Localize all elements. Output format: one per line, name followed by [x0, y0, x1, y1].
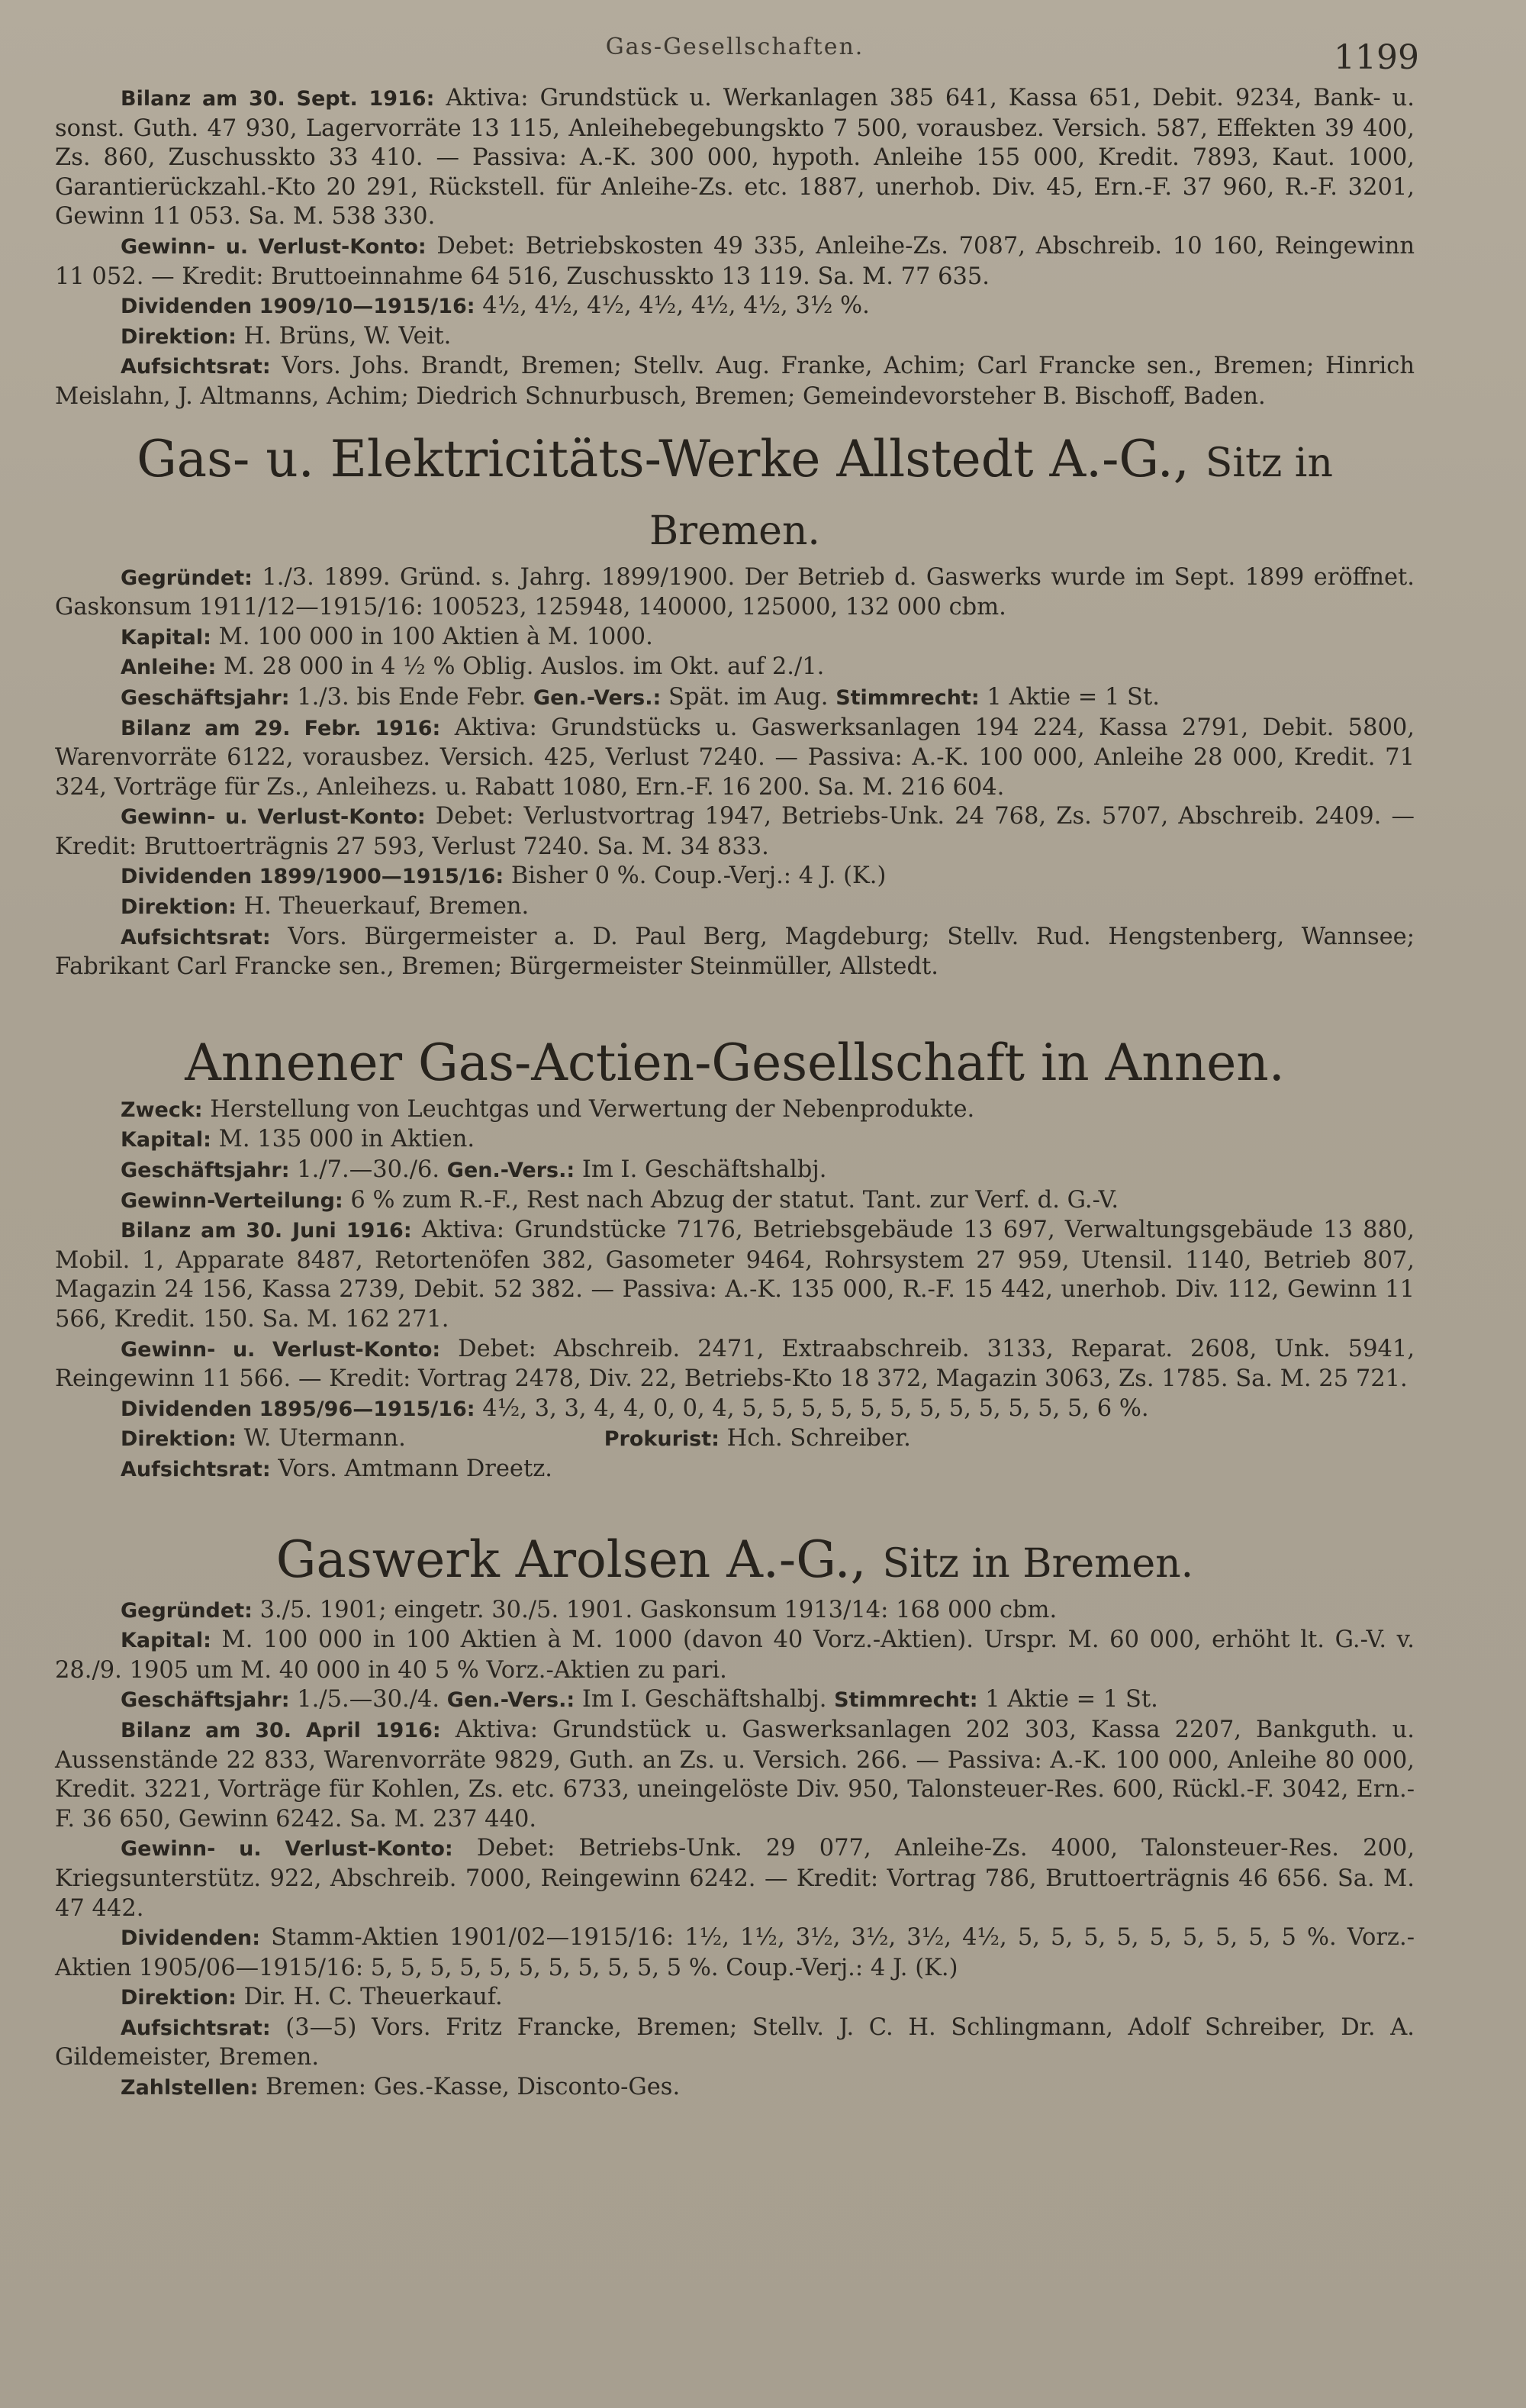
- entry-text: H. Brüns, W. Veit.: [236, 322, 452, 350]
- entry-text: Aktiva: Grundstück u. Werkanlagen 385 641, Kassa 651, Debit. 9234, Bank- u. sonst. Guth. 47 930, Lagervorräte 13 115, Anleihebegebungskto 7 500, vorausbez. Versich. 587, Effekten 39 400, Zs. 860, Zuschusskto 33 410. — Passiva: A.-K. 300 000, hypoth. Anleihe 155 000, Kredit. 7893, Kaut. 1000, Garantierückzahl.-Kto 20 291, Rückstell. für Anleihe-Zs. etc. 1887, unerhob. Div. 45, Ern.-F. 37 960, R.-F. 3201, Gewinn 11 053. Sa. M. 538 330.: [55, 85, 1415, 230]
- entry-paragraph: [55, 1626, 1415, 1685]
- page-number: 1199: [1334, 38, 1419, 77]
- entry-paragraph: [55, 1216, 1415, 1334]
- entry-text: 1./5.—30./4.: [289, 1686, 440, 1713]
- entry-text: M. 100 000 in 100 Aktien à M. 1000 (davon 40 Vorz.-Aktien). Urspr. M. 60 000, erhöht lt. G.-V. v. 28./9. 1905 um M. 40 000 in 40 5 % Vorz.-Aktien zu pari.: [55, 1626, 1415, 1684]
- entry-text: M. 135 000 in Aktien.: [211, 1126, 475, 1153]
- entry-paragraph: [55, 1335, 1415, 1394]
- entry-label: Bilanz am 30. Juni 1916:: [121, 1219, 412, 1243]
- entry-text: Vors. Johs. Brandt, Bremen; Stellv. Aug. Franke, Achim; Carl Francke sen., Bremen; Hinrich Meislahn, J. Altmanns, Achim; Diedrich Schnurbusch, Bremen; Gemeindevorsteher B. Bischoff, Baden.: [55, 353, 1415, 410]
- entry-label: Gegründet:: [121, 566, 253, 590]
- entry-label: Prokurist:: [604, 1427, 720, 1452]
- entry-label: Gewinn-Verteilung:: [121, 1188, 343, 1213]
- company-name: Annener Gas-Actien-Gesellschaft in Annen.: [185, 1033, 1285, 1092]
- entry-paragraph: [55, 1394, 1415, 1425]
- entry-paragraph: [55, 322, 1415, 353]
- entry-text: Dir. H. C. Theuerkauf.: [236, 1984, 503, 2011]
- entry-text: Debet: Betriebs-Unk. 29 077, Anleihe-Zs. 4000, Talonsteuer-Res. 200, Kriegsunterstütz. 922, Abschreib. 7000, Reingewinn 6242. — Kredit: Vortrag 786, Bruttoerträgnis 46 656. Sa. M. 47 442.: [55, 1835, 1415, 1922]
- entry-text: Vors. Amtmann Dreetz.: [270, 1455, 552, 1482]
- entry-text: 1./3. bis Ende Febr.: [289, 683, 526, 711]
- company-entry: [55, 84, 1415, 412]
- entry-label: Bilanz am 30. April 1916:: [121, 1718, 441, 1742]
- entry-text: 1./7.—30./6.: [289, 1156, 440, 1184]
- entry-label: Dividenden 1909/10—1915/16:: [121, 295, 475, 319]
- entry-text: Aktiva: Grundstück u. Gaswerksanlagen 202 303, Kassa 2207, Bankguth. u. Aussenstände 22 833, Warenvorräte 9829, Guth. an Zs. u. Versich. 266. — Passiva: A.-K. 100 000, Anleihe 80 000, Kredit. 3221, Vorträge für Kohlen, Zs. etc. 6733, uneingelöste Div. 950, Talonsteuer-Res. 600, Rückl.-F. 3042, Ern.-F. 36 650, Gewinn 6242. Sa. M. 237 440.: [55, 1716, 1415, 1833]
- company-name: Gas- u. Elektricitäts-Werke Allstedt A.-G.,: [137, 429, 1190, 488]
- entry-label: Direktion:: [121, 895, 237, 920]
- entry-text: Bisher 0 %. Coup.-Verj.: 4 J. (K.): [504, 862, 887, 890]
- entry-text: Debet: Abschreib. 2471, Extraabschreib. 3133, Reparat. 2608, Unk. 5941, Reingewinn 11 566. — Kredit: Vortrag 2478, Div. 22, Betriebs-Kto 18 372, Magazin 3063, Zs. 1785. Sa. M. 25 721.: [55, 1335, 1415, 1393]
- entry-text: 4½, 3, 3, 4, 4, 0, 0, 4, 5, 5, 5, 5, 5, 5, 5, 5, 5, 5, 5, 5, 6 %.: [475, 1394, 1149, 1422]
- entry-paragraph: [55, 352, 1415, 411]
- entry-label: Stimmrecht:: [835, 685, 980, 710]
- entry-text: Im I. Geschäftshalbj.: [575, 1686, 827, 1713]
- entry-label: Dividenden:: [121, 1926, 261, 1951]
- entry-label: Kapital:: [121, 1128, 211, 1152]
- entry-paragraph: [55, 232, 1415, 292]
- company-heading: [55, 1528, 1415, 1596]
- entry-paragraph: [55, 714, 1415, 803]
- entry-text: H. Theuerkauf, Bremen.: [236, 893, 530, 920]
- entry-text: 3./5. 1901; eingetr. 30./5. 1901. Gaskonsum 1913/14: 168 000 cbm.: [252, 1596, 1058, 1623]
- entry-label: Gewinn- u. Verlust-Konto:: [121, 1337, 441, 1362]
- entry-text: M. 100 000 in 100 Aktien à M. 1000.: [211, 623, 653, 650]
- entry-label: Direktion:: [121, 1986, 237, 2010]
- entry-text: 1 Aktie = 1 St.: [979, 683, 1160, 711]
- entry-paragraph: [55, 1596, 1415, 1626]
- entry-label: Geschäftsjahr:: [121, 1688, 290, 1713]
- entry-paragraph: [55, 292, 1415, 322]
- running-title: Gas-Gesellschaften.: [605, 34, 864, 60]
- entry-label: Direktion:: [121, 324, 237, 349]
- entry-paragraph: [55, 84, 1415, 232]
- entry-paragraph: [55, 1156, 1415, 1186]
- entry-text: Stamm-Aktien 1901/02—1915/16: 1½, 1½, 3½, 3½, 3½, 4½, 5, 5, 5, 5, 5, 5, 5, 5, 5 %. Vorz.-Aktien 1905/06—1915/16: 5, 5, 5, 5, 5, 5, 5, 5, 5, 5, 5 %. Coup.-Verj.: 4 J. (K.): [55, 1924, 1415, 1981]
- entry-paragraph: [55, 892, 1415, 923]
- entry-text: Hch. Schreiber.: [719, 1425, 911, 1452]
- entry-paragraph: [55, 1424, 1415, 1455]
- company-heading: [55, 1031, 1415, 1095]
- company-seat: Sitz in Bremen.: [649, 440, 1333, 554]
- company-entry: [55, 1031, 1415, 1485]
- entry-label: Gen.-Vers.:: [533, 685, 662, 710]
- entry-label: Geschäftsjahr:: [121, 1159, 290, 1183]
- entry-label: Gegründet:: [121, 1598, 253, 1623]
- entry-text: M. 28 000 in 4 ½ % Oblig. Auslos. im Okt. auf 2./1.: [216, 653, 825, 681]
- entry-text: 1./3. 1899. Gründ. s. Jahrg. 1899/1900. Der Betrieb d. Gaswerks wurde im Sept. 1899 eröffnet. Gaskonsum 1911/12—1915/16: 100523, 125948, 140000, 125000, 132 000 cbm.: [55, 563, 1415, 621]
- entry-label: Gewinn- u. Verlust-Konto:: [121, 805, 426, 830]
- entry-paragraph: [55, 1125, 1415, 1156]
- company-seat: Sitz in Bremen.: [882, 1540, 1194, 1587]
- entry-paragraph: [55, 2073, 1415, 2103]
- entry-text: Bremen: Ges.-Kasse, Disconto-Ges.: [258, 2074, 681, 2101]
- entry-text: Aktiva: Grundstücke 7176, Betriebsgebäude 13 697, Verwaltungsgebäude 13 880, Mobil. 1, Apparate 8487, Retortenöfen 382, Gasometer 9464, Rohrsystem 27 959, Utensil. 1140, Betrieb 807, Magazin 24 156, Kassa 2739, Debit. 52 382. — Passiva: A.-K. 135 000, R.-F. 15 442, unerhob. Div. 112, Gewinn 11 566, Kredit. 150. Sa. M. 162 271.: [55, 1217, 1415, 1333]
- entry-paragraph: [55, 1186, 1415, 1217]
- entry-paragraph: [55, 653, 1415, 683]
- entry-text: (3—5) Vors. Fritz Francke, Bremen; Stellv. J. C. H. Schlingmann, Adolf Schreiber, Dr. A. Gildemeister, Bremen.: [55, 2013, 1415, 2071]
- entry-label: Dividenden 1895/96—1915/16:: [121, 1397, 475, 1421]
- entry-text: 6 % zum R.-F., Rest nach Abzug der statut. Tant. zur Verf. d. G.-V.: [343, 1186, 1119, 1214]
- entry-paragraph: [55, 923, 1415, 982]
- entry-label: Aufsichtsrat:: [121, 1457, 271, 1481]
- entry-paragraph: [55, 623, 1415, 653]
- entry-paragraph: [55, 862, 1415, 892]
- entry-text: Aktiva: Grundstücks u. Gaswerksanlagen 194 224, Kassa 2791, Debit. 5800, Warenvorräte 6122, vorausbez. Versich. 425, Verlust 7240. — Passiva: A.-K. 100 000, Anleihe 28 000, Kredit. 71 324, Vorträge für Zs., Anleihezs. u. Rabatt 1080, Ern.-F. 16 200. Sa. M. 216 604.: [55, 714, 1415, 801]
- entry-label: Kapital:: [121, 1629, 211, 1653]
- company-entry: [55, 427, 1415, 982]
- company-heading: [55, 427, 1415, 563]
- entry-label: Direktion:: [121, 1427, 237, 1452]
- entry-text: Vors. Bürgermeister a. D. Paul Berg, Magdeburg; Stellv. Rud. Hengstenberg, Wannsee; Fabrikant Carl Francke sen., Bremen; Bürgermeister Steinmüller, Allstedt.: [55, 923, 1415, 981]
- entry-label: Geschäftsjahr:: [121, 685, 290, 710]
- entry-paragraph: [55, 1983, 1415, 2013]
- entry-text: Debet: Verlustvortrag 1947, Betriebs-Unk. 24 768, Zs. 5707, Abschreib. 2409. — Kredit: Bruttoerträgnis 27 593, Verlust 7240. Sa. M. 34 833.: [55, 803, 1415, 860]
- entry-paragraph: [55, 1095, 1415, 1126]
- entry-label: Gen.-Vers.:: [446, 1688, 575, 1713]
- entry-label: Zweck:: [121, 1098, 203, 1122]
- entry-label: Anleihe:: [121, 656, 217, 680]
- entry-label: Gewinn- u. Verlust-Konto:: [121, 1837, 453, 1862]
- company-name: Gaswerk Arolsen A.-G.,: [275, 1530, 867, 1589]
- entry-text: Herstellung von Leuchtgas und Verwertung der Nebenprodukte.: [202, 1095, 975, 1123]
- entry-text: 4½, 4½, 4½, 4½, 4½, 4½, 3½ %.: [475, 292, 870, 320]
- entry-label: Kapital:: [121, 625, 211, 650]
- entry-paragraph: [55, 1834, 1415, 1923]
- entry-label: Stimmrecht:: [834, 1688, 978, 1713]
- entry-paragraph: [55, 683, 1415, 714]
- entry-label: Bilanz am 30. Sept. 1916:: [121, 87, 435, 111]
- entry-label: Gen.-Vers.:: [446, 1159, 575, 1183]
- running-head: [55, 0, 1419, 84]
- entry-label: Aufsichtsrat:: [121, 355, 271, 379]
- entry-label: Aufsichtsrat:: [121, 925, 271, 949]
- entry-paragraph: [55, 802, 1415, 862]
- entry-paragraph: [55, 1923, 1415, 1983]
- entry-label: Aufsichtsrat:: [121, 2016, 271, 2040]
- entry-text: Im I. Geschäftshalbj.: [575, 1156, 827, 1184]
- entry-label: Zahlstellen:: [121, 2076, 259, 2100]
- entry-paragraph: [55, 1455, 1415, 1485]
- entry-text: Debet: Betriebskosten 49 335, Anleihe-Zs. 7087, Abschreib. 10 160, Reingewinn 11 052. — Kredit: Bruttoeinnahme 64 516, Zuschusskto 13 119. Sa. M. 77 635.: [55, 232, 1415, 290]
- company-entry: [55, 1528, 1415, 2103]
- entry-paragraph: [55, 563, 1415, 623]
- entry-label: Bilanz am 29. Febr. 1916:: [121, 716, 441, 740]
- entry-text: 1 Aktie = 1 St.: [977, 1686, 1158, 1713]
- entry-text: Spät. im Aug.: [661, 683, 829, 711]
- entry-text: W. Utermann.: [236, 1425, 406, 1452]
- entry-paragraph: [55, 1716, 1415, 1834]
- entry-paragraph: [55, 2013, 1415, 2073]
- entry-label: Gewinn- u. Verlust-Konto:: [121, 234, 427, 259]
- entry-paragraph: [55, 1685, 1415, 1716]
- entry-label: Dividenden 1899/1900—1915/16:: [121, 865, 504, 889]
